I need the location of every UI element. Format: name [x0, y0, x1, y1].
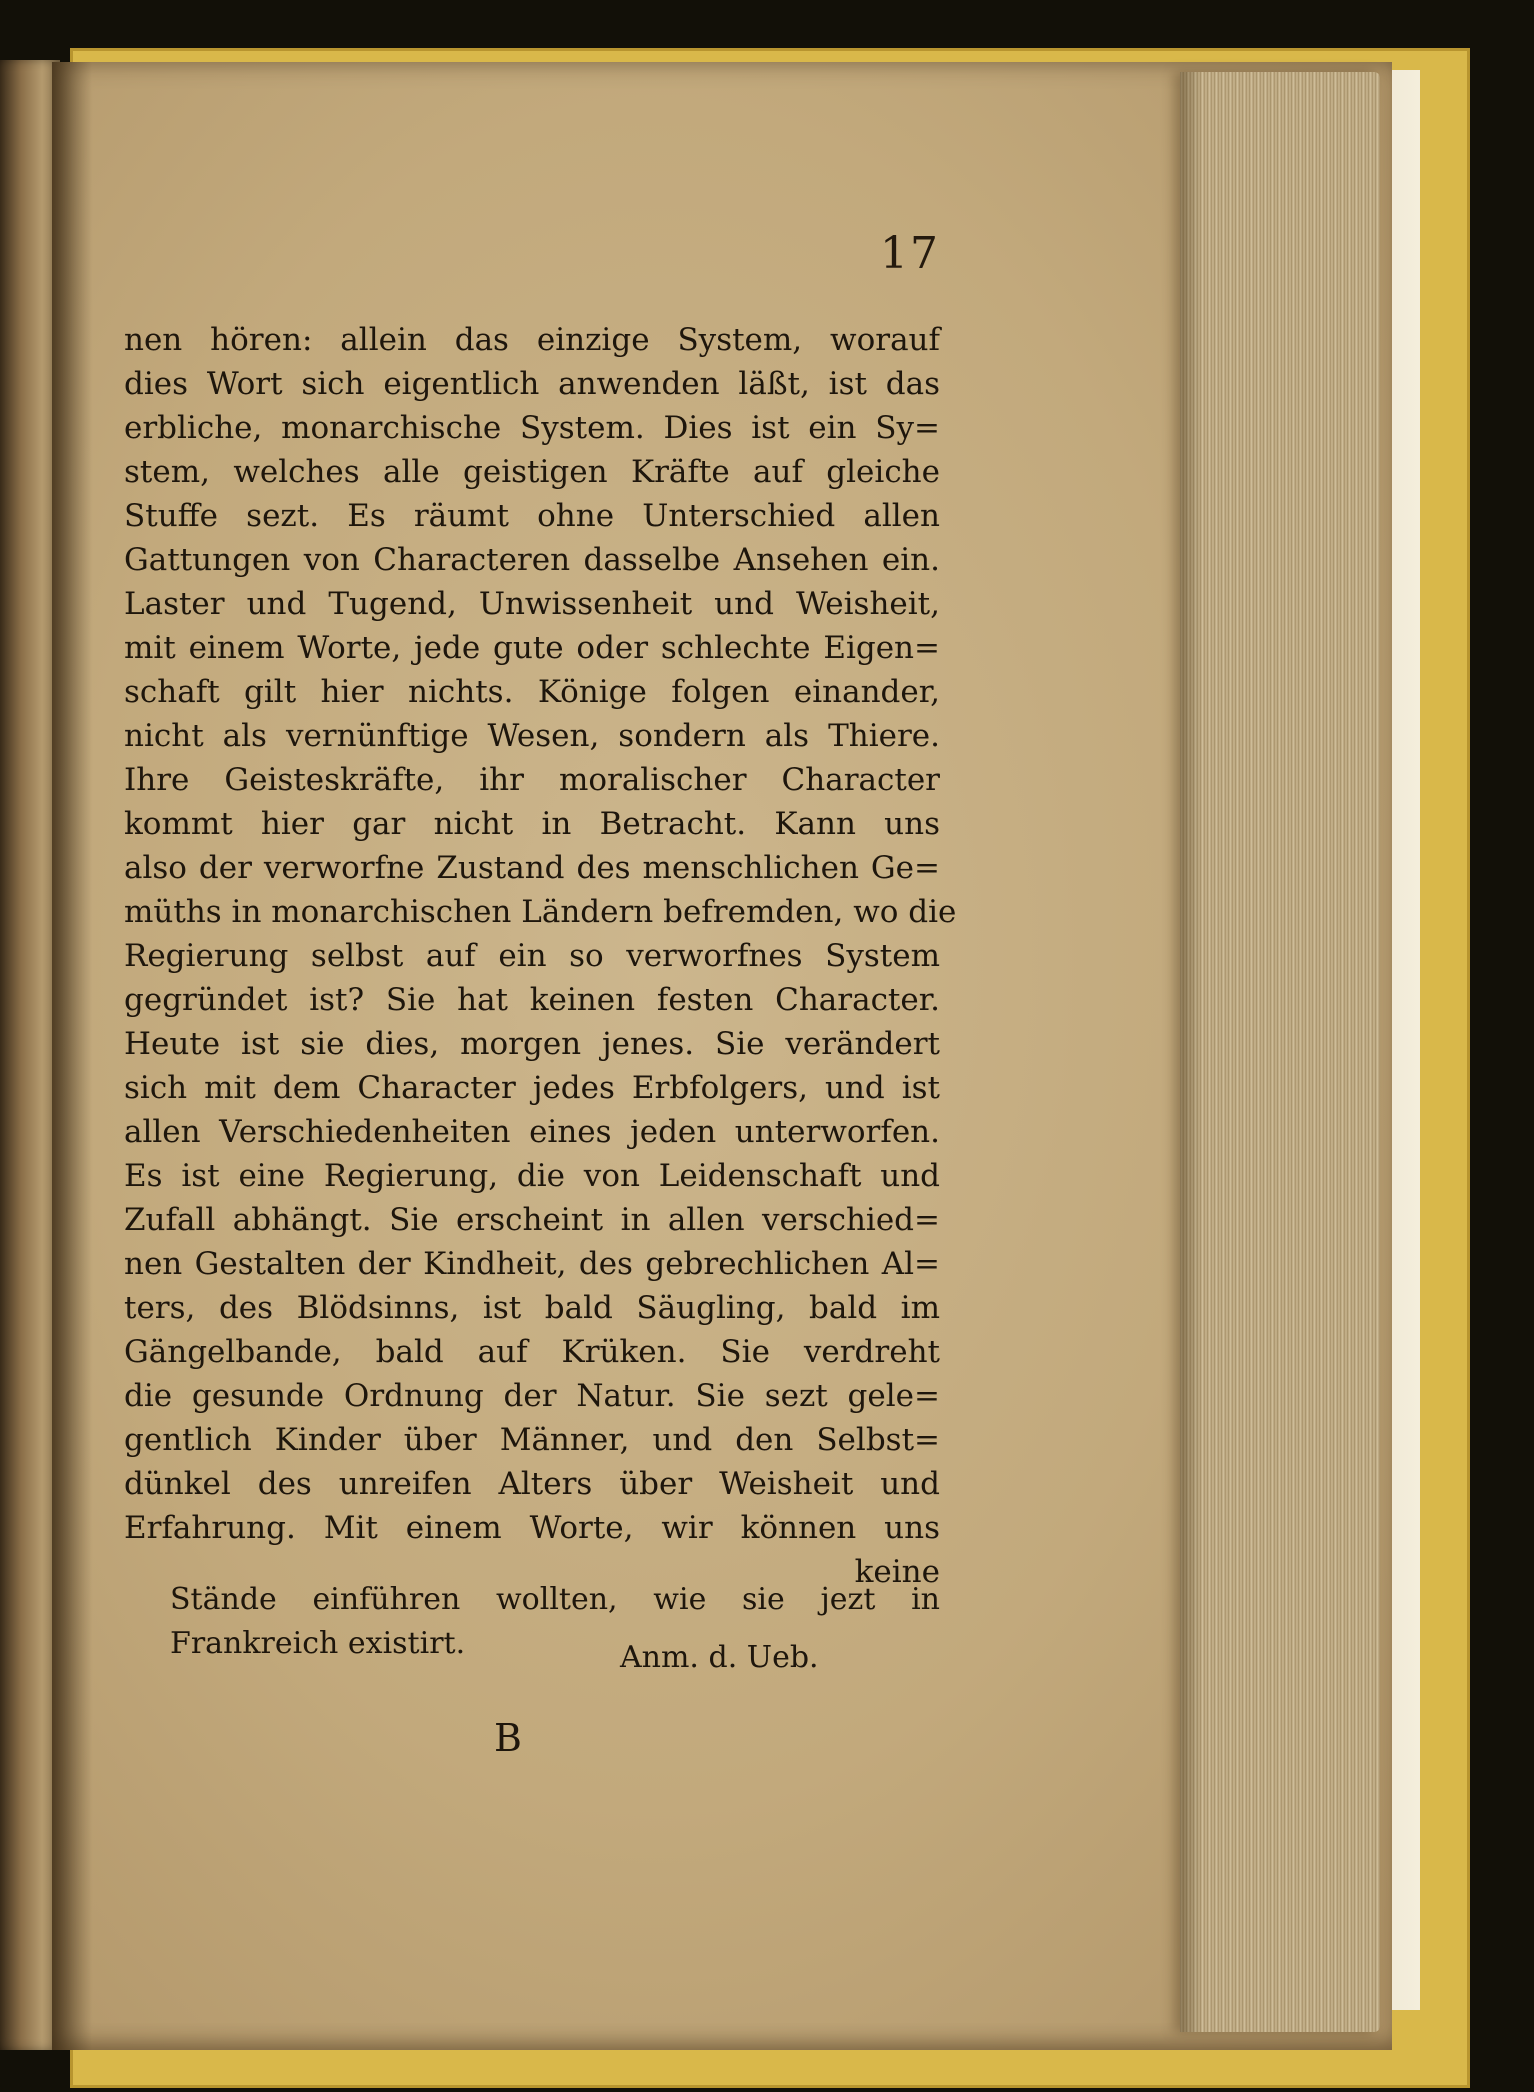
- page-number: 17: [880, 228, 940, 279]
- text-line: nen Gestalten der Kindheit, des gebrechlichen Al=: [124, 1246, 940, 1282]
- catchword: keine: [854, 1554, 940, 1590]
- text-line: schaft gilt hier nichts. Könige folgen einander,: [124, 674, 940, 710]
- text-line: mit einem Worte, jede gute oder schlechte Eigen=: [124, 630, 940, 666]
- text-line: stem, welches alle geistigen Kräfte auf gleiche: [124, 454, 940, 490]
- page-edges: [1180, 72, 1380, 2032]
- main-text: [124, 318, 957, 1594]
- text-line: nicht als vernünftige Wesen, sondern als Thiere.: [124, 718, 940, 754]
- text-line: dünkel des unreifen Alters über Weisheit und: [124, 1466, 940, 1502]
- text-line: gentlich Kinder über Männer, und den Selbst=: [124, 1422, 940, 1458]
- text-line: also der verworfne Zustand des menschlichen Ge=: [124, 850, 940, 886]
- footnote: [170, 1578, 940, 1666]
- text-line: gegründet ist? Sie hat keinen festen Character.: [124, 982, 940, 1018]
- text-line: erbliche, monarchische System. Dies ist ein Sy=: [124, 410, 940, 446]
- left-page-edge: [0, 60, 60, 2050]
- text-line: Es ist eine Regierung, die von Leidenschaft und: [124, 1158, 940, 1194]
- footnote-signature: Anm. d. Ueb.: [620, 1640, 819, 1675]
- text-line: Regierung selbst auf ein so verworfnes System: [124, 938, 940, 974]
- text-line: Zufall abhängt. Sie erscheint in allen verschied=: [124, 1202, 940, 1238]
- text-line: Heute ist sie dies, morgen jenes. Sie verändert: [124, 1026, 940, 1062]
- text-line: Ihre Geisteskräfte, ihr moralischer Character: [124, 762, 940, 798]
- footnote-line: Frankreich existirt.: [170, 1626, 466, 1661]
- footnote-line: Stände einführen wollten, wie sie jezt in: [170, 1582, 940, 1617]
- text-line: Laster und Tugend, Unwissenheit und Weisheit,: [124, 586, 940, 622]
- text-line: Gattungen von Characteren dasselbe Ansehen ein.: [124, 542, 940, 578]
- text-line: sich mit dem Character jedes Erbfolgers, und ist: [124, 1070, 940, 1106]
- text-line: Stuffe sezt. Es räumt ohne Unterschied allen: [124, 498, 940, 534]
- text-line: kommt hier gar nicht in Betracht. Kann uns: [124, 806, 940, 842]
- text-line: ters, des Blödsinns, ist bald Säugling, bald im: [124, 1290, 940, 1326]
- text-line: Erfahrung. Mit einem Worte, wir können uns: [124, 1510, 940, 1546]
- text-line: dies Wort sich eigentlich anwenden läßt, ist das: [124, 366, 940, 402]
- text-line: nen hören: allein das einzige System, worauf: [124, 322, 940, 358]
- text-line: müths in monarchischen Ländern befremden, wo die: [124, 894, 957, 930]
- signature-mark: B: [494, 1716, 522, 1760]
- text-line: Gängelbande, bald auf Krüken. Sie verdreht: [124, 1334, 940, 1370]
- gutter-shadow: [52, 62, 92, 2050]
- text-line: die gesunde Ordnung der Natur. Sie sezt gele=: [124, 1378, 940, 1414]
- page-edge-shadow: [1180, 72, 1202, 2032]
- text-line: allen Verschiedenheiten eines jeden unterworfen.: [124, 1114, 940, 1150]
